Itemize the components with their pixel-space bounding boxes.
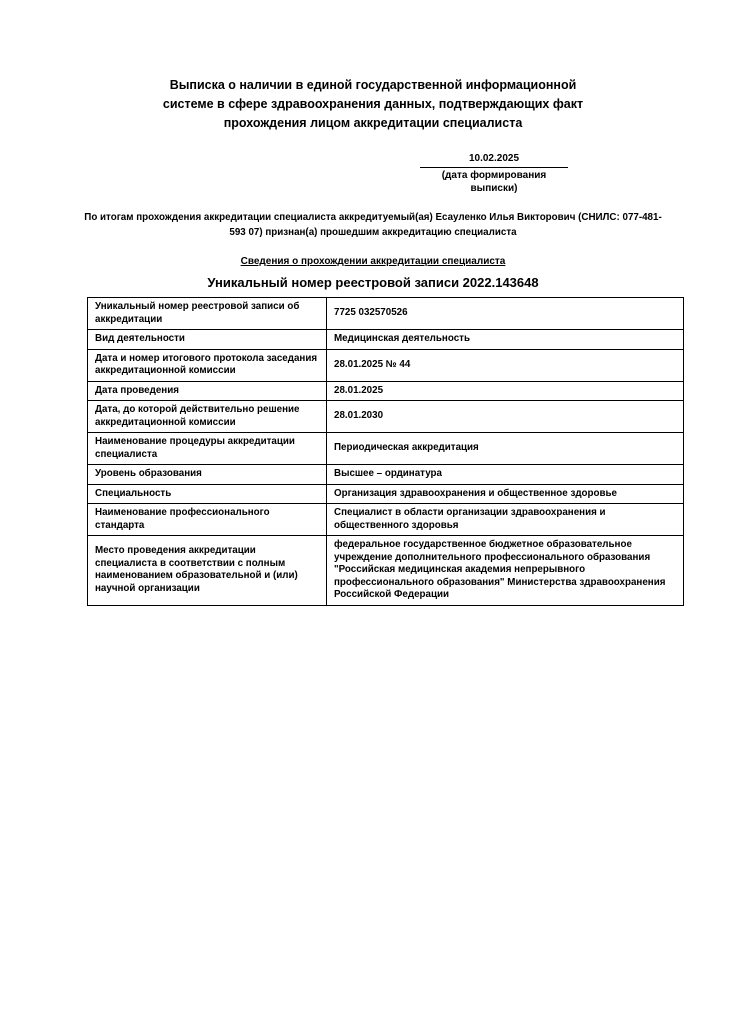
row-label-cell: Место проведения аккредитации специалиста в соответствии с полным наименованием образовательной и (или) научной организации [88,536,327,606]
table-row [88,349,684,381]
section-heading: Сведения о прохождении аккредитации специалиста [240,256,506,267]
table-row [88,298,684,330]
table-row [88,504,684,536]
intro-paragraph-line: 593 07) признан(а) прошедшим аккредитацию специалиста [229,227,517,238]
row-value-cell: Специалист в области организации здравоохранения и общественного здоровья [327,504,684,536]
row-value-cell: Высшее – ординатура [327,465,684,485]
row-value-cell: Медицинская деятельность [327,330,684,350]
row-value-cell: 28.01.2025 № 44 [327,349,684,381]
document-title-line: прохождения лицом аккредитации специалиста [223,116,523,130]
row-value-cell: Организация здравоохранения и общественное здоровье [327,484,684,504]
intro-paragraph [0,210,746,240]
row-label-cell: Вид деятельности [88,330,327,350]
table-row [88,536,684,606]
table-row [88,484,684,504]
row-label-cell: Наименование профессионального стандарта [88,504,327,536]
row-value-cell: 28.01.2025 [327,381,684,401]
table-row [88,401,684,433]
row-value-cell: Периодическая аккредитация [327,433,684,465]
document-title-line: системе в сфере здравоохранения данных, подтверждающих факт [162,97,584,111]
row-label-cell: Уровень образования [88,465,327,485]
table-row [88,433,684,465]
row-label-cell: Дата и номер итогового протокола заседания аккредитационной комиссии [88,349,327,381]
table-row [88,381,684,401]
document-title-line: Выписка о наличии в единой государственной информационной [169,78,577,92]
row-value-cell: 28.01.2030 [327,401,684,433]
table-row [88,465,684,485]
row-value-cell: 7725 032570526 [327,298,684,330]
row-label-cell: Дата, до которой действительно решение аккредитационной комиссии [88,401,327,433]
row-label-cell: Наименование процедуры аккредитации специалиста [88,433,327,465]
row-label-cell: Уникальный номер реестровой записи об аккредитации [88,298,327,330]
document-title [0,0,746,133]
accreditation-table [87,297,684,606]
intro-paragraph-line: По итогам прохождения аккредитации специалиста аккредитуемый(ая) Есауленко Илья Викторович (СНИЛС: 077-481- [84,212,662,223]
table-row [88,330,684,350]
row-value-cell: федеральное государственное бюджетное образовательное учреждение дополнительного профессионального образования "Российская медицинская академия непрерывного профессионального образования" Министерства здравоохранения Российской Федерации [327,536,684,606]
extract-date-block [420,152,568,195]
row-label-cell: Специальность [88,484,327,504]
extract-date-caption: (дата формирования выписки) [441,170,547,194]
extract-date: 10.02.2025 [420,152,568,168]
record-number-heading: Уникальный номер реестровой записи 2022.143648 [207,275,539,290]
row-label-cell: Дата проведения [88,381,327,401]
